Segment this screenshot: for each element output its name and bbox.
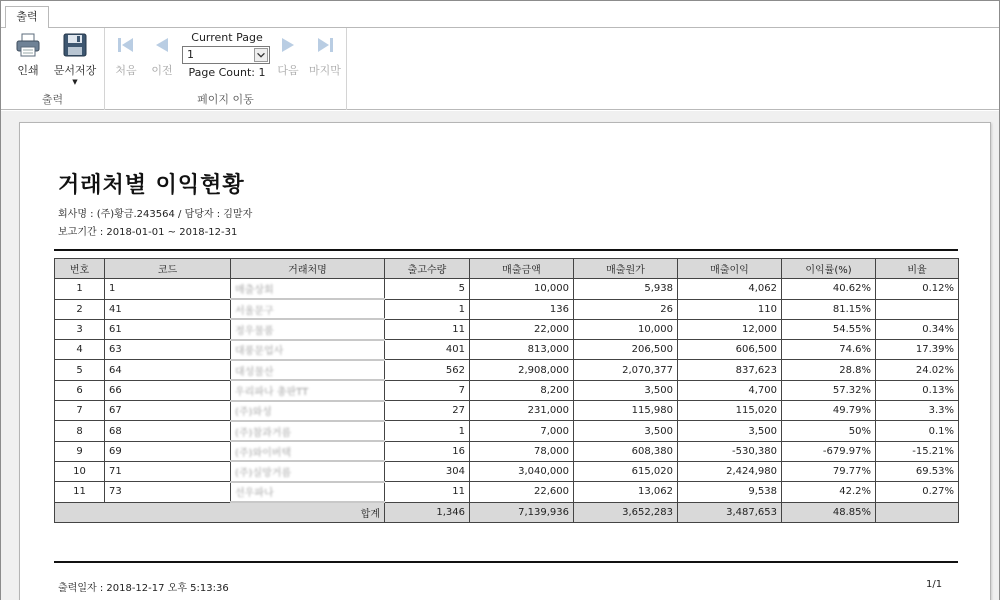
save-document-label: 문서저장 bbox=[53, 64, 97, 77]
cell-rate: 74.6% bbox=[782, 340, 876, 360]
cell-profit: 4,062 bbox=[678, 279, 782, 299]
cell-qty: 1 bbox=[385, 421, 470, 441]
cell-profit: 110 bbox=[678, 299, 782, 319]
column-header: 매출금액 bbox=[470, 259, 574, 279]
cell-no: 8 bbox=[55, 421, 105, 441]
cell-profit: 12,000 bbox=[678, 319, 782, 339]
cell-sales: 10,000 bbox=[470, 279, 574, 299]
cell-sales: 22,600 bbox=[470, 482, 574, 502]
cell-qty: 562 bbox=[385, 360, 470, 380]
cell-no: 6 bbox=[55, 380, 105, 400]
cell-no: 2 bbox=[55, 299, 105, 319]
column-header: 코드 bbox=[105, 259, 231, 279]
cell-ratio: 0.1% bbox=[876, 421, 959, 441]
previous-page-label: 이전 bbox=[151, 64, 173, 77]
table-row bbox=[55, 441, 959, 461]
cell-profit: 115,020 bbox=[678, 401, 782, 421]
company-info: 회사명 : (주)황금.243564 / 담당자 : 김말자 bbox=[58, 209, 253, 220]
cell-rate: 57.32% bbox=[782, 380, 876, 400]
cell-code: 68 bbox=[105, 421, 231, 441]
cell-sales: 8,200 bbox=[470, 380, 574, 400]
table-header-row bbox=[55, 259, 959, 279]
column-header: 매출이익 bbox=[678, 259, 782, 279]
cell-name: 우리파나 총판TT bbox=[231, 380, 385, 400]
cell-profit: 606,500 bbox=[678, 340, 782, 360]
table-row bbox=[55, 482, 959, 502]
ribbon-tabstrip bbox=[1, 1, 999, 28]
column-header: 이익률(%) bbox=[782, 259, 876, 279]
column-header: 번호 bbox=[55, 259, 105, 279]
cell-qty: 11 bbox=[385, 482, 470, 502]
chevron-down-glyph bbox=[255, 49, 267, 61]
cell-profit: 9,538 bbox=[678, 482, 782, 502]
total-profit: 3,487,653 bbox=[678, 502, 782, 522]
cell-qty: 401 bbox=[385, 340, 470, 360]
previous-page-button[interactable] bbox=[147, 36, 177, 78]
cell-name: (주)실망거름 bbox=[231, 461, 385, 481]
cell-profit: -530,380 bbox=[678, 441, 782, 461]
cell-ratio: 17.39% bbox=[876, 340, 959, 360]
cell-cost: 10,000 bbox=[574, 319, 678, 339]
total-rate: 48.85% bbox=[782, 502, 876, 522]
cell-cost: 115,980 bbox=[574, 401, 678, 421]
cell-qty: 1 bbox=[385, 299, 470, 319]
cell-sales: 813,000 bbox=[470, 340, 574, 360]
floppy-disk-icon bbox=[62, 32, 88, 58]
current-page-label: Current Page bbox=[191, 31, 263, 44]
report-page bbox=[19, 122, 991, 600]
cell-rate: -679.97% bbox=[782, 441, 876, 461]
cell-rate: 54.55% bbox=[782, 319, 876, 339]
cell-sales: 231,000 bbox=[470, 401, 574, 421]
cell-name: (주)와성 bbox=[231, 401, 385, 421]
ribbon-group-output bbox=[1, 28, 105, 110]
cell-sales: 3,040,000 bbox=[470, 461, 574, 481]
cell-code: 63 bbox=[105, 340, 231, 360]
cell-cost: 13,062 bbox=[574, 482, 678, 502]
cell-no: 9 bbox=[55, 441, 105, 461]
cell-no: 4 bbox=[55, 340, 105, 360]
cell-code: 66 bbox=[105, 380, 231, 400]
page-indicator: 1/1 bbox=[926, 579, 943, 590]
cell-ratio: 0.34% bbox=[876, 319, 959, 339]
table-row bbox=[55, 319, 959, 339]
next-page-icon bbox=[278, 36, 298, 54]
cell-no: 7 bbox=[55, 401, 105, 421]
chevron-down-icon[interactable] bbox=[254, 48, 268, 62]
cell-code: 71 bbox=[105, 461, 231, 481]
cell-ratio: 0.13% bbox=[876, 380, 959, 400]
next-page-button[interactable] bbox=[273, 36, 303, 78]
ribbon-group-page-nav bbox=[105, 28, 347, 110]
cell-no: 1 bbox=[55, 279, 105, 299]
cell-profit: 2,424,980 bbox=[678, 461, 782, 481]
column-header: 거래처명 bbox=[231, 259, 385, 279]
cell-no: 3 bbox=[55, 319, 105, 339]
table-row bbox=[55, 299, 959, 319]
cell-profit: 4,700 bbox=[678, 380, 782, 400]
total-ratio bbox=[876, 502, 959, 522]
footer-rule bbox=[54, 561, 958, 563]
first-page-icon bbox=[116, 36, 136, 54]
table-row bbox=[55, 380, 959, 400]
cell-rate: 42.2% bbox=[782, 482, 876, 502]
cell-rate: 49.79% bbox=[782, 401, 876, 421]
column-header: 비율 bbox=[876, 259, 959, 279]
cell-cost: 3,500 bbox=[574, 380, 678, 400]
cell-rate: 40.62% bbox=[782, 279, 876, 299]
profit-table bbox=[54, 258, 959, 523]
cell-name: (주)와이버택 bbox=[231, 441, 385, 461]
chevron-down-icon[interactable]: ▼ bbox=[72, 78, 78, 86]
cell-rate: 28.8% bbox=[782, 360, 876, 380]
cell-qty: 11 bbox=[385, 319, 470, 339]
cell-rate: 81.15% bbox=[782, 299, 876, 319]
cell-profit: 3,500 bbox=[678, 421, 782, 441]
cell-cost: 206,500 bbox=[574, 340, 678, 360]
cell-code: 69 bbox=[105, 441, 231, 461]
cell-ratio: 0.27% bbox=[876, 482, 959, 502]
cell-cost: 615,020 bbox=[574, 461, 678, 481]
tab-output[interactable]: 출력 bbox=[5, 6, 49, 29]
cell-code: 64 bbox=[105, 360, 231, 380]
total-cost: 3,652,283 bbox=[574, 502, 678, 522]
cell-qty: 7 bbox=[385, 380, 470, 400]
ribbon bbox=[1, 28, 999, 110]
page-count-label: Page Count: 1 bbox=[188, 66, 266, 79]
cell-sales: 2,908,000 bbox=[470, 360, 574, 380]
print-date: 출력일자 : 2018-12-17 오후 5:13:36 bbox=[58, 583, 229, 594]
header-rule bbox=[54, 249, 958, 251]
cell-sales: 7,000 bbox=[470, 421, 574, 441]
cell-ratio: -15.21% bbox=[876, 441, 959, 461]
print-label: 인쇄 bbox=[17, 64, 39, 77]
table-row bbox=[55, 401, 959, 421]
cell-ratio: 69.53% bbox=[876, 461, 959, 481]
cell-name: 정우물품 bbox=[231, 319, 385, 339]
cell-code: 73 bbox=[105, 482, 231, 502]
cell-code: 61 bbox=[105, 319, 231, 339]
cell-name: 선우파나 bbox=[231, 482, 385, 502]
cell-name: 서울문구 bbox=[231, 299, 385, 319]
cell-name: 대성물산 bbox=[231, 360, 385, 380]
total-sales: 7,139,936 bbox=[470, 502, 574, 522]
cell-code: 41 bbox=[105, 299, 231, 319]
table-row bbox=[55, 279, 959, 299]
cell-sales: 136 bbox=[470, 299, 574, 319]
cell-cost: 5,938 bbox=[574, 279, 678, 299]
output-group-label: 출력 bbox=[41, 93, 64, 106]
last-page-label: 마지막 bbox=[309, 64, 341, 77]
cell-ratio bbox=[876, 299, 959, 319]
previous-page-icon bbox=[152, 36, 172, 54]
first-page-label: 처음 bbox=[115, 64, 137, 77]
last-page-button[interactable] bbox=[305, 36, 345, 78]
column-header: 매출원가 bbox=[574, 259, 678, 279]
cell-name: 대풍문업사 bbox=[231, 340, 385, 360]
total-row bbox=[55, 502, 959, 522]
cell-ratio: 0.12% bbox=[876, 279, 959, 299]
report-title: 거래처별 이익현황 bbox=[58, 173, 245, 198]
cell-qty: 27 bbox=[385, 401, 470, 421]
cell-cost: 3,500 bbox=[574, 421, 678, 441]
cell-cost: 608,380 bbox=[574, 441, 678, 461]
cell-sales: 22,000 bbox=[470, 319, 574, 339]
cell-no: 10 bbox=[55, 461, 105, 481]
cell-cost: 2,070,377 bbox=[574, 360, 678, 380]
cell-rate: 50% bbox=[782, 421, 876, 441]
cell-name: 매출상회 bbox=[231, 279, 385, 299]
first-page-button[interactable] bbox=[111, 36, 141, 78]
cell-ratio: 3.3% bbox=[876, 401, 959, 421]
cell-name: (주)참과거름 bbox=[231, 421, 385, 441]
save-document-button[interactable] bbox=[51, 32, 99, 86]
cell-profit: 837,623 bbox=[678, 360, 782, 380]
table-row bbox=[55, 421, 959, 441]
table-row bbox=[55, 340, 959, 360]
current-page-select[interactable] bbox=[182, 46, 270, 64]
report-period: 보고기간 : 2018-01-01 ~ 2018-12-31 bbox=[58, 227, 238, 238]
printer-icon bbox=[15, 32, 41, 58]
cell-qty: 16 bbox=[385, 441, 470, 461]
cell-sales: 78,000 bbox=[470, 441, 574, 461]
current-page-value: 1 bbox=[187, 48, 194, 61]
last-page-icon bbox=[315, 36, 335, 54]
cell-cost: 26 bbox=[574, 299, 678, 319]
total-label: 합계 bbox=[55, 502, 385, 522]
cell-code: 1 bbox=[105, 279, 231, 299]
cell-qty: 5 bbox=[385, 279, 470, 299]
table-row bbox=[55, 461, 959, 481]
column-header: 출고수량 bbox=[385, 259, 470, 279]
cell-no: 11 bbox=[55, 482, 105, 502]
total-qty: 1,346 bbox=[385, 502, 470, 522]
table-row bbox=[55, 360, 959, 380]
next-page-label: 다음 bbox=[277, 64, 299, 77]
cell-code: 67 bbox=[105, 401, 231, 421]
cell-no: 5 bbox=[55, 360, 105, 380]
cell-rate: 79.77% bbox=[782, 461, 876, 481]
cell-qty: 304 bbox=[385, 461, 470, 481]
print-button[interactable] bbox=[9, 32, 47, 78]
cell-ratio: 24.02% bbox=[876, 360, 959, 380]
page-nav-group-label: 페이지 이동 bbox=[197, 93, 254, 106]
report-preview-area[interactable] bbox=[1, 111, 999, 600]
